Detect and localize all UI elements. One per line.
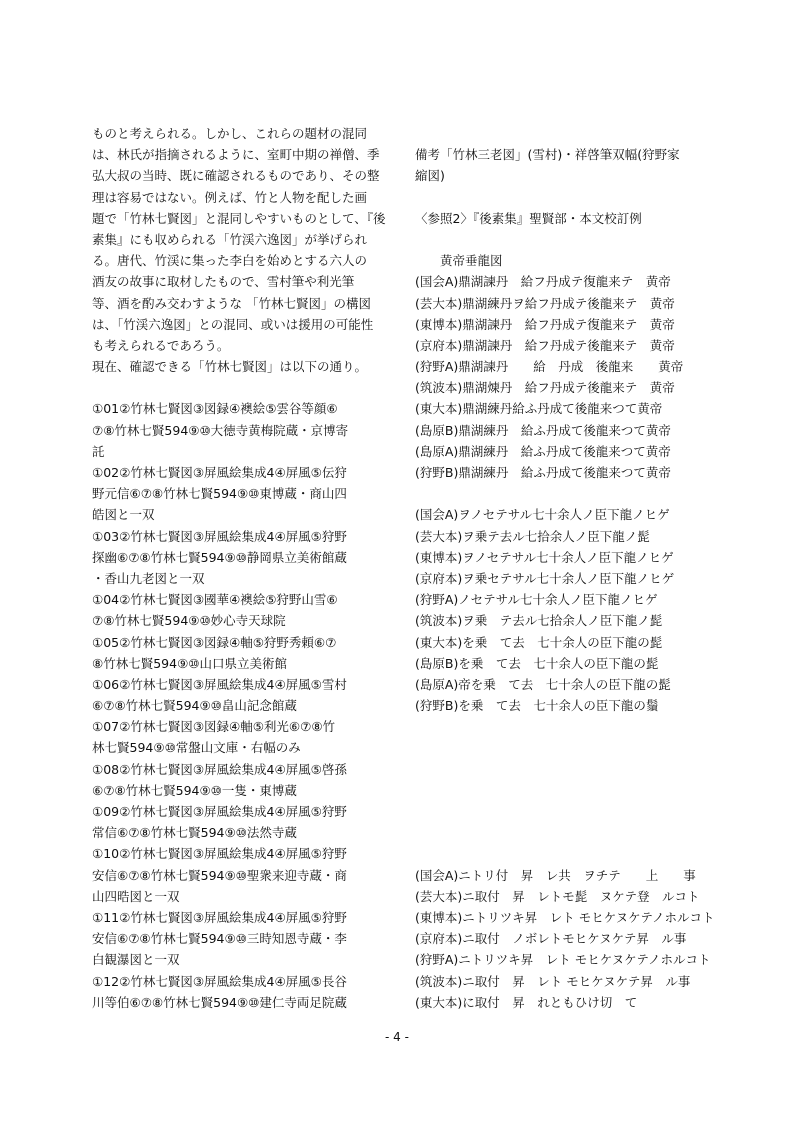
left-text-line: ⑥⑦⑧竹林七賢594⑨⑩畠山記念館蔵 [92,698,297,714]
left-text-line: 題で「竹林七賢図」と混同しやすいものとして、『後 [92,210,386,226]
left-text-line: ・香山九老図と一双 [92,570,205,586]
left-text-line: 安信⑥⑦⑧竹林七賢594⑨⑩三時知恩寺蔵・李 [92,931,347,947]
left-text-line: ①02②竹林七賢図③屏風絵集成4④屏風⑤伝狩 [92,465,347,480]
left-text-line [92,377,392,398]
right-text-line: 備考「竹林三老図」(雪村)・祥啓筆双幅(狩野家 [415,147,680,163]
right-text-line: (東大本)を乗 て去 七十余人の臣下龍の髭 [415,634,663,650]
right-text-line: (東大本)鼎湖練丹給ふ丹成て後龍来つて黄帝 [415,401,663,417]
right-text-line [415,737,715,758]
right-text-line: (京府本)ヲ乗セテサル七十余人ノ臣下龍ノヒゲ [415,570,675,586]
left-text-line: 酒友の故事に取材したもので、雪村筆や利光筆 [92,274,355,290]
right-text-line: (東大本)に取付 昇 れともひけ切 て [415,994,638,1010]
left-text-line: ①04②竹林七賢図③國華④襖絵⑤狩野山雪⑥ [92,592,338,608]
left-text-line: ①07②竹林七賢図③図録④軸⑤利光⑥⑦⑧竹 [92,719,336,735]
left-column [92,123,392,1013]
right-text-line: (狩野A)ニトリツキ昇 レト モヒケヌケテノホルコト [415,952,711,968]
right-text-line: (狩野B)鼎湖練丹 給ふ丹成て後龍来つて黄帝 [415,465,671,480]
right-text-line: (東博本)ヲノセテサル七十余人ノ臣下龍ノヒゲ [415,549,674,565]
right-text-line: (国会A)ニトリ付 昇 レ共 ヲチテ 上 事 [415,867,696,883]
right-text-line: (京府本)鼎湖諫丹 給フ丹成テ後龍来テ 黄帝 [415,337,675,353]
right-text-line: 縮図) [415,168,445,184]
right-text-line [415,123,715,144]
left-text-line: ①03②竹林七賢図③屏風絵集成4④屏風⑤狩野 [92,528,347,544]
right-text-line: (島原A)鼎湖練丹 給ふ丹成て後龍来つて黄帝 [415,443,671,459]
right-text-line [415,780,715,801]
left-text-line: 常信⑥⑦⑧竹林七賢594⑨⑩法然寺蔵 [92,825,297,841]
right-text-line: (東博本)鼎湖諫丹 給フ丹成テ復龍来テ 黄帝 [415,316,675,332]
left-text-line: 野元信⑥⑦⑧竹林七賢594⑨⑩東博蔵・商山四 [92,486,347,502]
right-text-line [415,716,715,737]
left-text-line: 山四晧図と一双 [92,888,180,904]
right-text-line: (国会A)ヲノセテサル七十余人ノ臣下龍ノヒゲ [415,507,670,523]
page-number: - 4 - [385,1030,409,1044]
left-text-line: 等、酒を酌み交わすような 「竹林七賢図」の構図 [92,295,371,311]
right-text-line: (筑波本)ニ取付 昇 レト モヒケヌケテ昇 ル事 [415,973,691,989]
right-text-line: (狩野A)鼎湖諫丹 給 丹成 後龍来 黄帝 [415,359,684,375]
left-text-line: ⑦⑧竹林七賢594⑨⑩妙心寺天球院 [92,613,286,629]
left-text-line: ⑦⑧竹林七賢594⑨⑩大徳寺黄梅院蔵・京博寄 [92,422,349,438]
right-text-line: (京府本)ニ取付 ノボレトモヒケヌケテ昇 ル事 [415,931,687,947]
left-text-line: ①11②竹林七賢図③屏風絵集成4④屏風⑤狩野 [92,909,347,925]
right-text-line: (狩野B)を乗 て去 七十余人の臣下龍の鬚 [415,698,659,714]
left-text-line: 皓図と一双 [92,507,155,523]
left-text-line: 理は容易ではない。例えば、竹と人物を配した画 [92,189,368,205]
right-text-line: (島原B)鼎湖練丹 給ふ丹成て後龍来つて黄帝 [415,422,671,438]
right-text-line: (筑波本)ヲ乗 テ去ル七拾余人ノ臣下龍ノ髭 [415,613,663,629]
right-text-line: (島原B)を乗 て去 七十余人の臣下龍の髭 [415,655,659,671]
right-text-line: 〈参照2〉『後素集』聖賢部・本文校訂例 [415,210,642,226]
right-text-line: (狩野A)ノセテサル七十余人ノ臣下龍ノヒゲ [415,592,658,608]
left-text-line: ①08②竹林七賢図③屏風絵集成4④屏風⑤啓孫 [92,761,347,777]
right-text-line: (島原A)帝を乗 て去 七十余人の臣下龍の髭 [415,676,671,692]
right-text-line: 黄帝垂龍図 [415,253,503,269]
left-text-line: は、林氏が指摘されるように、室町中期の禅僧、季 [92,147,380,163]
left-text-line: 現在、確認できる「竹林七賢図」は以下の通り。 [92,359,368,375]
right-text-line [415,759,715,780]
left-text-line: 素集』にも収められる「竹渓六逸図」が挙げられ [92,231,368,247]
left-text-line: 探幽⑥⑦⑧竹林七賢594⑨⑩静岡県立美術館蔵 [92,549,347,565]
left-text-line: る。唐代、竹渓に集った李白を始めとする六人の [92,253,368,269]
left-text-line: ①05②竹林七賢図③図録④軸⑤狩野秀頼⑥⑦ [92,634,337,650]
right-text-line [415,801,715,822]
right-text-line [415,187,715,208]
left-text-line: 白観瀑図と一双 [92,952,180,968]
right-text-line: (芸大本)ニ取付 昇 レトモ髭 ヌケテ登 ルコト [415,888,700,904]
left-text-line: ⑧竹林七賢594⑨⑩山口県立美術館 [92,655,287,671]
left-text-line: ①12②竹林七賢図③屏風絵集成4④屏風⑤長谷 [92,973,347,989]
left-text-line: 安信⑥⑦⑧竹林七賢594⑨⑩聖衆来迎寺蔵・商 [92,867,347,883]
left-text-line: ものと考えられる。しかし、これらの題材の混同 [92,126,368,141]
left-text-line: ①01②竹林七賢図③図録④襖絵⑤雲谷等顔⑥ [92,401,338,417]
left-text-line: ①06②竹林七賢図③屏風絵集成4④屏風⑤雪村 [92,676,347,692]
right-text-line [415,843,715,864]
left-text-line: も考えられるであろう。 [92,337,230,353]
left-text-line: は、「竹渓六逸図」との混同、或いは援用の可能性 [92,316,374,332]
right-text-line [415,229,715,250]
right-text-line: (芸大本)鼎湖練丹ヲ給フ丹成テ後龍来テ 黄帝 [415,295,675,311]
left-text-line: 弘大叔の当時、既に確認されるものであり、その整 [92,168,380,184]
right-text-line [415,483,715,504]
right-column [415,123,715,1013]
right-text-line: (国会A)鼎湖諫丹 給フ丹成テ復龍来テ 黄帝 [415,274,671,290]
right-text-line: (芸大本)ヲ乗テ去ル七拾余人ノ臣下龍ノ髭 [415,528,650,544]
right-text-line: (東博本)ニトリツキ昇 レト モヒケヌケテノホルコト [415,909,715,925]
right-text-line [415,822,715,843]
left-text-line: 託 [92,443,105,459]
left-text-line: ①09②竹林七賢図③屏風絵集成4④屏風⑤狩野 [92,804,347,819]
left-text-line: 林七賢594⑨⑩常盤山文庫・右幅のみ [92,740,301,756]
left-text-line: 川等伯⑥⑦⑧竹林七賢594⑨⑩建仁寺両足院蔵 [92,994,347,1010]
right-text-line: (筑波本)鼎湖煉丹 給フ丹成テ後龍来テ 黄帝 [415,380,675,396]
left-text-line: ⑥⑦⑧竹林七賢594⑨⑩一隻・東博蔵 [92,782,297,798]
left-text-line: ①10②竹林七賢図③屏風絵集成4④屏風⑤狩野 [92,846,347,862]
